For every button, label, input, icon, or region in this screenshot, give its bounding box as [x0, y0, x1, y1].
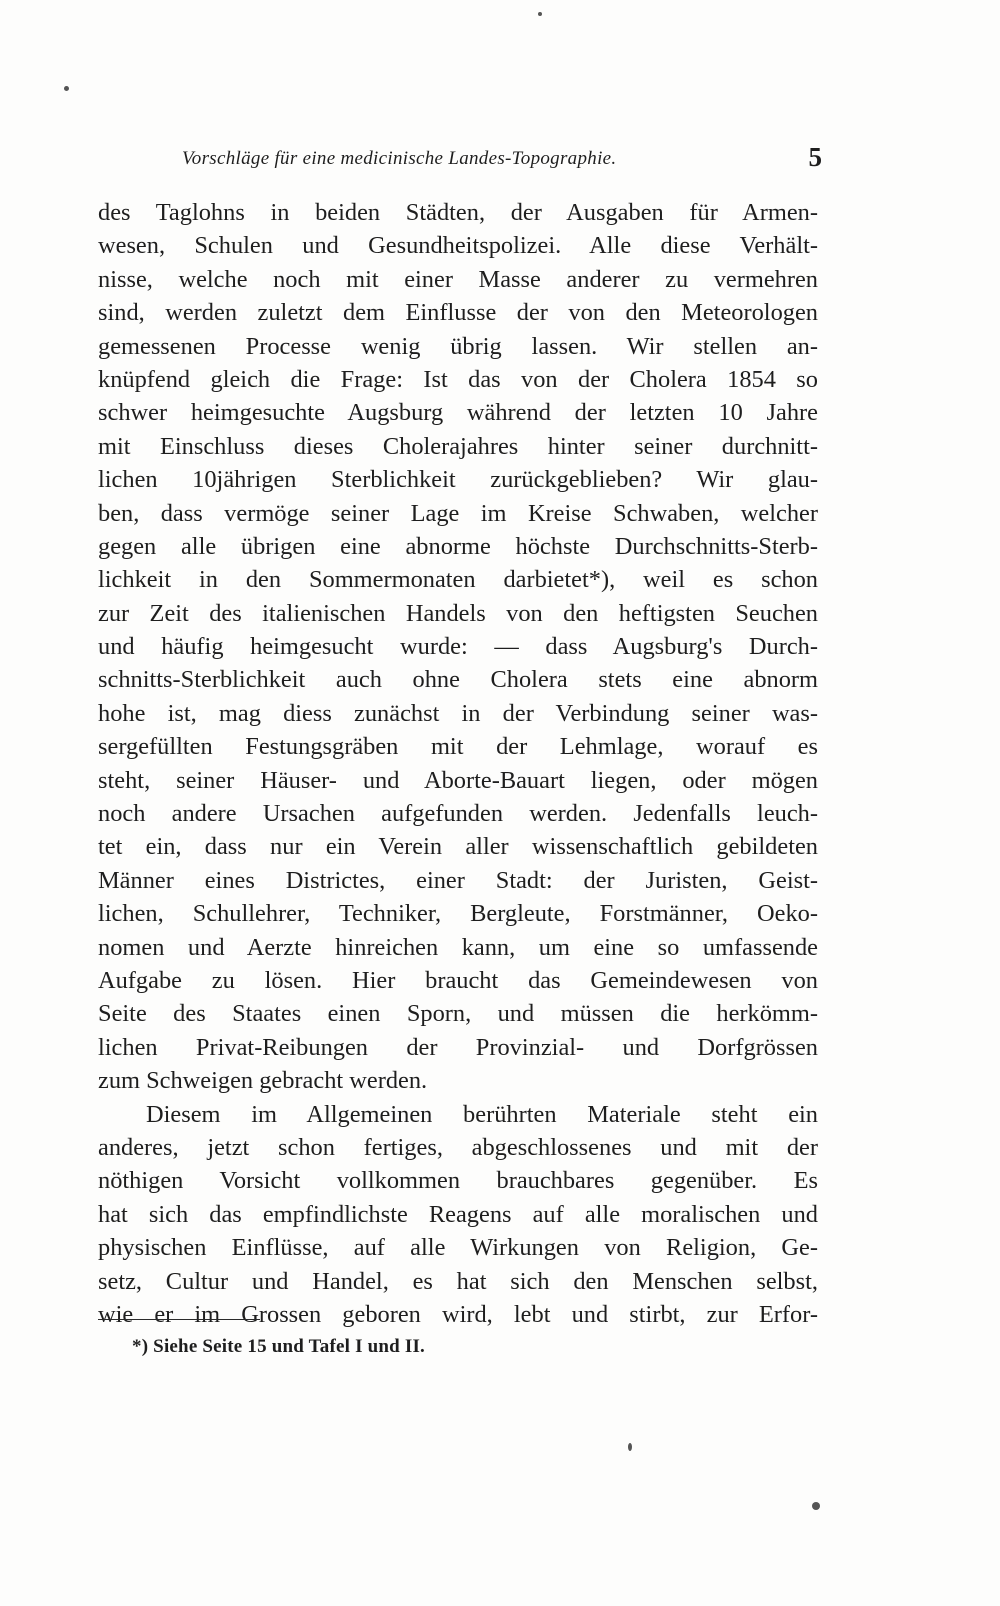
text-line: Aufgabe zu lösen. Hier braucht das Gemeindewesen von	[98, 966, 818, 994]
text-line: des Taglohns in beiden Städten, der Ausgaben für Armen-	[98, 199, 818, 226]
scan-speck	[628, 1443, 632, 1451]
text-line: mit Einschluss dieses Cholerajahres hinter seiner durchnitt-	[98, 432, 818, 460]
footnote: *) Siehe Seite 15 und Tafel I und II.	[132, 1336, 426, 1357]
text-line: tet ein, dass nur ein Verein aller wissenschaftlich gebildeten	[98, 833, 818, 861]
text-line: sergefüllten Festungsgräben mit der Lehmlage, worauf es	[98, 733, 818, 761]
text-line: anderes, jetzt schon fertiges, abgeschlossenes und mit der	[98, 1133, 818, 1161]
text-line: hat sich das empfindlichste Reagens auf alle moralischen und	[98, 1200, 818, 1228]
scan-speck	[64, 86, 69, 91]
text-line: physischen Einflüsse, auf alle Wirkungen von Religion, Ge-	[98, 1234, 818, 1262]
text-line: nomen und Aerzte hinreichen kann, um eine so umfassende	[98, 933, 818, 961]
text-line: gemessenen Processe wenig übrig lassen. Wir stellen an-	[98, 332, 818, 360]
text-line: nöthigen Vorsicht vollkommen brauchbares gegenüber. Es	[98, 1167, 818, 1195]
text-line: lichen, Schullehrer, Techniker, Bergleute, Forstmänner, Oeko-	[98, 900, 818, 928]
text-line: Seite des Staates einen Sporn, und müssen die herkömm-	[98, 1000, 818, 1028]
scan-speck	[538, 12, 542, 16]
body-text	[98, 196, 818, 1331]
scan-speck	[812, 1502, 820, 1510]
text-line: nisse, welche noch mit einer Masse anderer zu vermehren	[98, 265, 818, 293]
footnote-rule	[98, 1319, 260, 1320]
text-line: Diesem im Allgemeinen berührten Materiale steht ein	[146, 1100, 818, 1128]
text-line: steht, seiner Häuser- und Aborte-Bauart liegen, oder mögen	[98, 766, 818, 794]
page-header	[182, 142, 822, 182]
text-line: gegen alle übrigen eine abnorme höchste Durchschnitts-Sterb-	[98, 532, 818, 560]
text-line: Männer eines Districtes, einer Stadt: der Juristen, Geist-	[98, 866, 818, 894]
text-line: knüpfend gleich die Frage: Ist das von der Cholera 1854 so	[98, 365, 818, 393]
page-number: 5	[808, 142, 822, 172]
text-line: zur Zeit des italienischen Handels von den heftigsten Seuchen	[98, 599, 818, 627]
text-line: hohe ist, mag diess zunächst in der Verbindung seiner was-	[98, 699, 818, 727]
text-line: noch andere Ursachen aufgefunden werden. Jedenfalls leuch-	[98, 800, 818, 828]
text-line: lichkeit in den Sommermonaten darbietet*), weil es schon	[98, 566, 818, 594]
text-line: lichen 10jährigen Sterblichkeit zurückgeblieben? Wir glau-	[98, 466, 818, 494]
text-line: und häufig heimgesucht wurde: — dass Augsburg's Durch-	[98, 633, 818, 661]
text-line: lichen Privat-Reibungen der Provinzial- und Dorfgrössen	[98, 1033, 818, 1061]
text-line: schnitts-Sterblichkeit auch ohne Cholera stets eine abnorm	[98, 666, 818, 694]
running-title: Vorschläge für eine medicinische Landes-Topographie.	[182, 148, 617, 169]
text-line: schwer heimgesuchte Augsburg während der letzten 10 Jahre	[98, 399, 818, 427]
text-line: wie er im Grossen geboren wird, lebt und stirbt, zur Erfor-	[98, 1300, 818, 1328]
text-line: setz, Cultur und Handel, es hat sich den Menschen selbst,	[98, 1267, 818, 1295]
text-line: sind, werden zuletzt dem Einflusse der von den Meteorologen	[98, 299, 818, 327]
text-line: zum Schweigen gebracht werden.	[98, 1067, 428, 1095]
text-line: wesen, Schulen und Gesundheitspolizei. Alle diese Verhält-	[98, 232, 818, 260]
text-line: ben, dass vermöge seiner Lage im Kreise Schwaben, welcher	[98, 499, 818, 527]
